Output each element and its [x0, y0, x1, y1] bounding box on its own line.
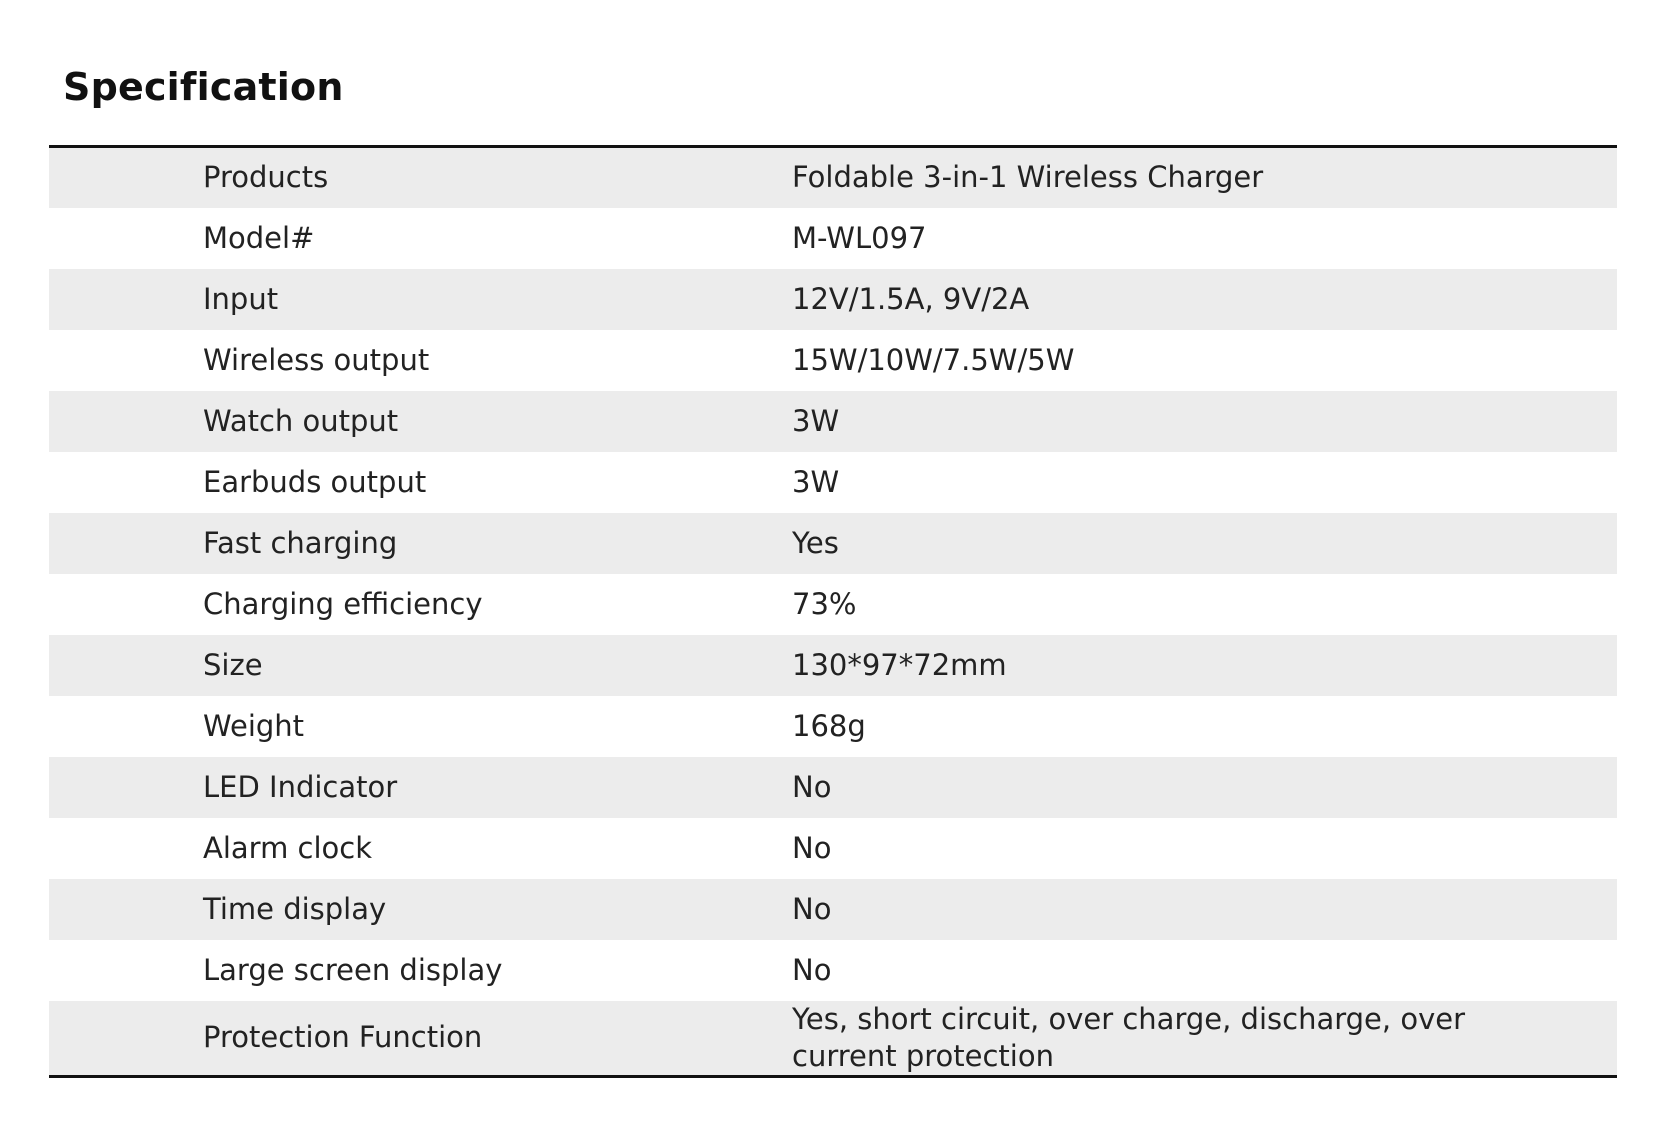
spec-value: 3W [792, 403, 840, 438]
spec-label: Charging efficiency [203, 586, 483, 621]
spec-label: LED Indicator [203, 769, 398, 804]
table-row [49, 879, 1617, 940]
table-row [49, 269, 1617, 330]
table-row [49, 818, 1617, 879]
table-row [49, 513, 1617, 574]
table-row [49, 1001, 1617, 1077]
table-row [49, 330, 1617, 391]
spec-value: 130*97*72mm [792, 647, 1007, 682]
spec-value: 15W/10W/7.5W/5W [792, 342, 1075, 377]
table-row [49, 696, 1617, 757]
specification-table [49, 145, 1617, 1078]
spec-value: No [792, 769, 832, 804]
spec-value: Yes, short circuit, over charge, discharge, over current protection [792, 1001, 1465, 1073]
table-row [49, 452, 1617, 513]
table-row [49, 574, 1617, 635]
spec-label: Large screen display [203, 952, 503, 987]
spec-label: Products [203, 160, 329, 195]
spec-label: Size [203, 647, 263, 682]
table-row [49, 757, 1617, 818]
spec-label: Watch output [203, 403, 399, 438]
spec-label: Model# [203, 220, 315, 255]
spec-value: No [792, 891, 832, 926]
spec-value: 3W [792, 464, 840, 499]
spec-value: No [792, 952, 832, 987]
spec-value: 73% [792, 586, 857, 621]
table-row [49, 208, 1617, 269]
spec-label: Alarm clock [203, 830, 373, 865]
spec-value: M-WL097 [792, 220, 927, 255]
spec-value: Foldable 3-in-1 Wireless Charger [792, 160, 1264, 195]
spec-value: 168g [792, 708, 866, 743]
table-row [49, 391, 1617, 452]
spec-label: Weight [203, 708, 305, 743]
spec-label: Time display [203, 891, 387, 926]
spec-value: 12V/1.5A, 9V/2A [792, 281, 1030, 316]
page-title: Specification [63, 65, 344, 109]
spec-label: Fast charging [203, 525, 398, 560]
table-row [49, 147, 1617, 208]
spec-label: Input [203, 281, 279, 316]
spec-value: No [792, 830, 832, 865]
table-row [49, 635, 1617, 696]
table-row [49, 940, 1617, 1001]
spec-label: Wireless output [203, 342, 430, 377]
spec-label: Earbuds output [203, 464, 427, 499]
spec-value: Yes [792, 525, 839, 560]
spec-label: Protection Function [203, 1020, 483, 1055]
